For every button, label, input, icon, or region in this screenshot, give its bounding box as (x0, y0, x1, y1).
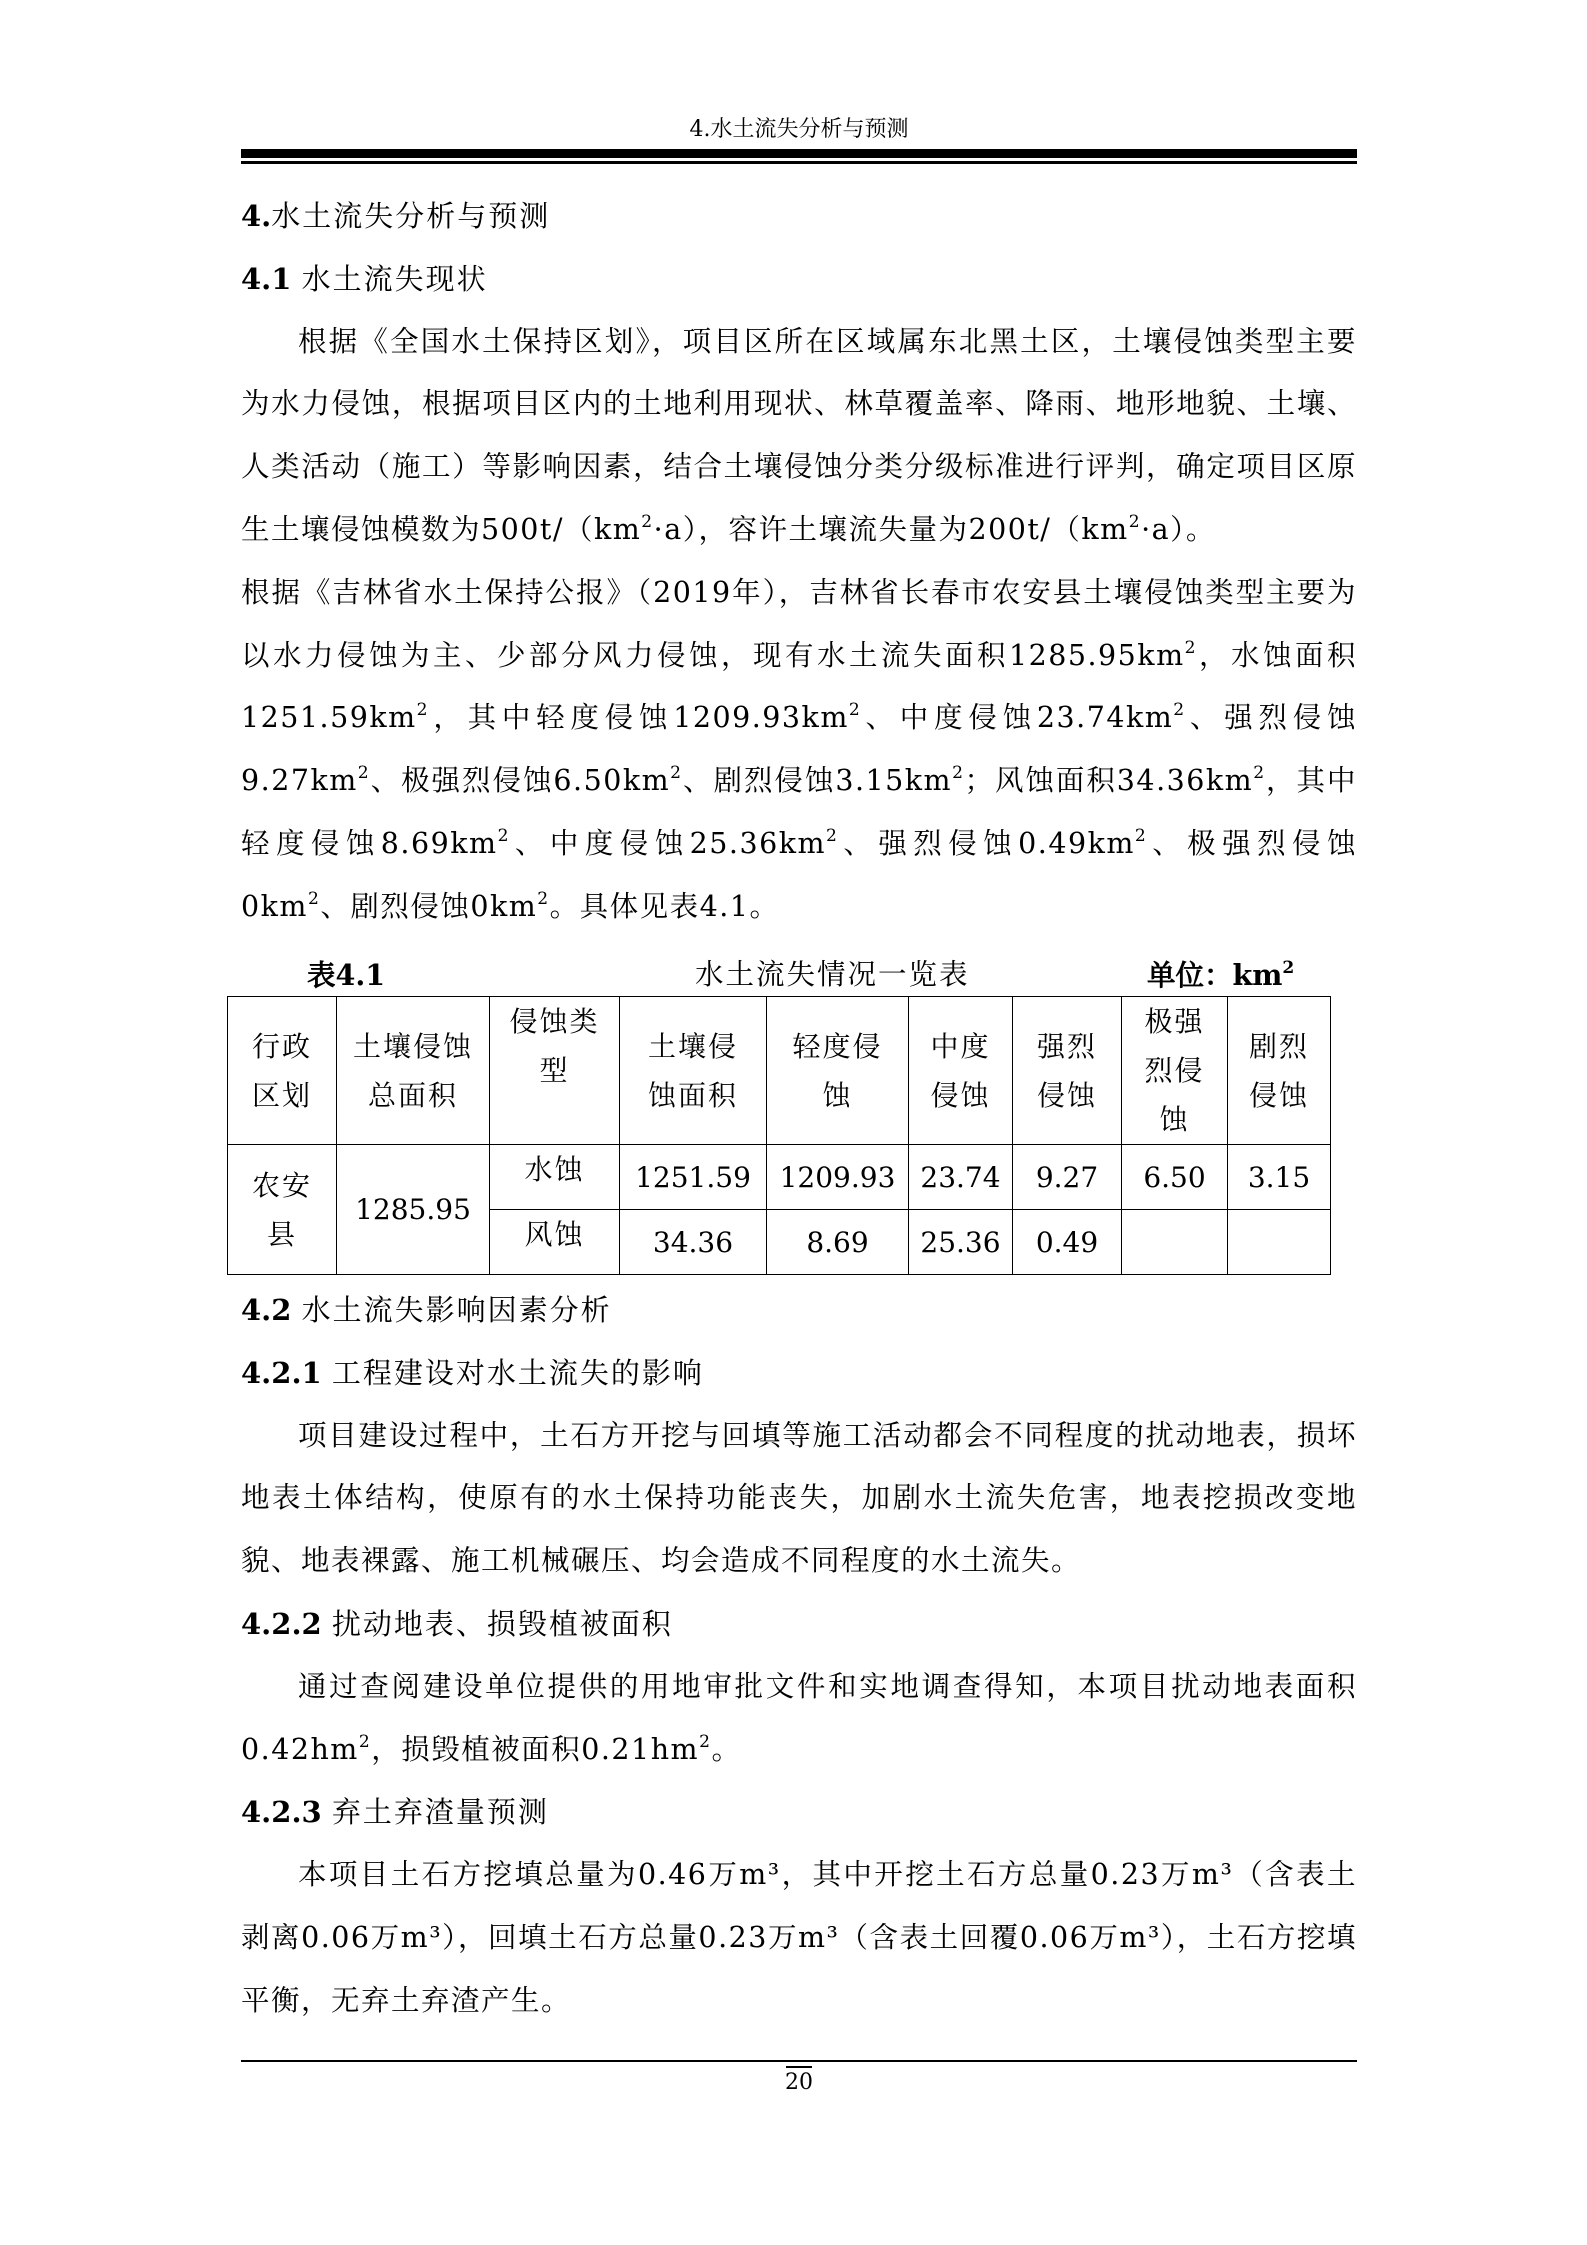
section-heading-4-2-3: 4.2.3 弃土弃渣量预测 (241, 1795, 549, 1830)
table-label: 表4.1 (307, 958, 386, 992)
cell-value (1228, 1210, 1331, 1275)
section-4-2-block (241, 1279, 1357, 2033)
page-number: 20 (785, 2070, 813, 2095)
cell-value: 1209.93 (767, 1145, 909, 1210)
section-4-1-block (241, 185, 1357, 939)
column-header: 土壤侵蚀总面积 (337, 997, 490, 1145)
chapter-heading: 4.水土流失分析与预测 (241, 199, 551, 233)
column-header: 强烈侵蚀 (1013, 997, 1122, 1145)
column-header: 极强烈侵蚀 (1122, 997, 1228, 1145)
table-header-row (228, 997, 1331, 1145)
cell-value: 9.27 (1013, 1145, 1122, 1210)
cell-value (1122, 1210, 1228, 1275)
running-header: 4.水土流失分析与预测 (689, 117, 909, 142)
cell-value: 1251.59 (620, 1145, 767, 1210)
cell-value: 6.50 (1122, 1145, 1228, 1210)
paragraph-disturbed-area: 通过查阅建设单位提供的用地审批文件和实地调查得知，本项目扰动地表面积$0.42hm^2$，损毁植被面积$0.21hm^2$。 (241, 1669, 1357, 1766)
paragraph-spoil-forecast: 本项目土石方挖填总量为0.46万m³，其中开挖土石方总量0.23万m³（含表土剥离0.06万m³），回填土石方总量0.23万m³（含表土回覆0.06万m³），土石方挖填平衡，无弃土弃渣产生。 (241, 1858, 1357, 2017)
cell-total: 1285.95 (337, 1145, 490, 1275)
footer-mark (786, 2066, 812, 2068)
column-header: 轻度侵蚀 (767, 997, 909, 1145)
section-heading-4-2-1: 4.2.1 工程建设对水土流失的影响 (241, 1355, 704, 1390)
cell-region: 农安县 (228, 1145, 337, 1275)
section-heading-4-2-2: 4.2.2 扰动地表、损毁植被面积 (241, 1606, 673, 1641)
column-header: 侵蚀类型 (490, 997, 620, 1145)
paragraph-erosion-modulus: 根据《全国水土保持区划》，项目区所在区域属东北黑土区，土壤侵蚀类型主要为水力侵蚀，根据项目区内的土地利用现状、林草覆盖率、降雨、地形地貌、土壤、人类活动（施工）等影响因素，结合土壤侵蚀分类分级标准进行评判，确定项目区原生土壤侵蚀模数为$500t/(km^2\cdot a)$，容许土壤流失量为$200t/(km^2\cdot a)$。 (241, 324, 1357, 546)
paragraph-construction-impact: 项目建设过程中，土石方开挖与回填等施工活动都会不同程度的扰动地表，损坏地表土体结构，使原有的水土保持功能丧失，加剧水土流失危害，地表挖损改变地貌、地表裸露、施工机械碾压、均会造成不同程度的水土流失。 (241, 1418, 1357, 1578)
cell-type: 水蚀 (490, 1145, 620, 1210)
cell-value: 34.36 (620, 1210, 767, 1275)
section-heading-4-1: 4.1 水土流失现状 (241, 261, 488, 296)
table-row (228, 1145, 1331, 1210)
cell-value: 3.15 (1228, 1145, 1331, 1210)
cell-value: 8.69 (767, 1210, 909, 1275)
column-header: 剧烈侵蚀 (1228, 997, 1331, 1145)
cell-value: 23.74 (909, 1145, 1013, 1210)
section-heading-4-2: 4.2 水土流失影响因素分析 (241, 1293, 612, 1327)
column-header: 土壤侵蚀面积 (620, 997, 767, 1145)
table-title: 水土流失情况一览表 (695, 958, 970, 991)
column-header: 行政区划 (228, 997, 337, 1145)
table-unit: 单位：$km^2$ (1147, 958, 1295, 992)
header-rule-thin (241, 161, 1357, 164)
footer-rule (241, 2060, 1357, 2062)
paragraph-bulletin: 根据《吉林省水土保持公报》（2019年），吉林省长春市农安县土壤侵蚀类型主要为以水力侵蚀为主、少部分风力侵蚀，现有水土流失面积$1285.95km^2$，水蚀面积$1251.59km^2$，其中轻度侵蚀$1209.93km^2$、中度侵蚀$23.74km^2$、强烈侵蚀$9.27km^2$、极强烈侵蚀$6.50km^2$、剧烈侵蚀$3.15km^2$；风蚀面积$34.36km^2$，其中轻度侵蚀$8.69km^2$、中度侵蚀$25.36km^2$、强烈侵蚀$0.49km^2$、极强烈侵蚀$0km^2$、剧烈侵蚀$0km^2$。具体见表4.1。 (241, 575, 1357, 923)
column-header: 中度侵蚀 (909, 997, 1013, 1145)
header-rule-thick (241, 149, 1357, 158)
cell-value: 25.36 (909, 1210, 1013, 1275)
soil-erosion-table (227, 996, 1331, 1275)
cell-type: 风蚀 (490, 1210, 620, 1275)
cell-value: 0.49 (1013, 1210, 1122, 1275)
